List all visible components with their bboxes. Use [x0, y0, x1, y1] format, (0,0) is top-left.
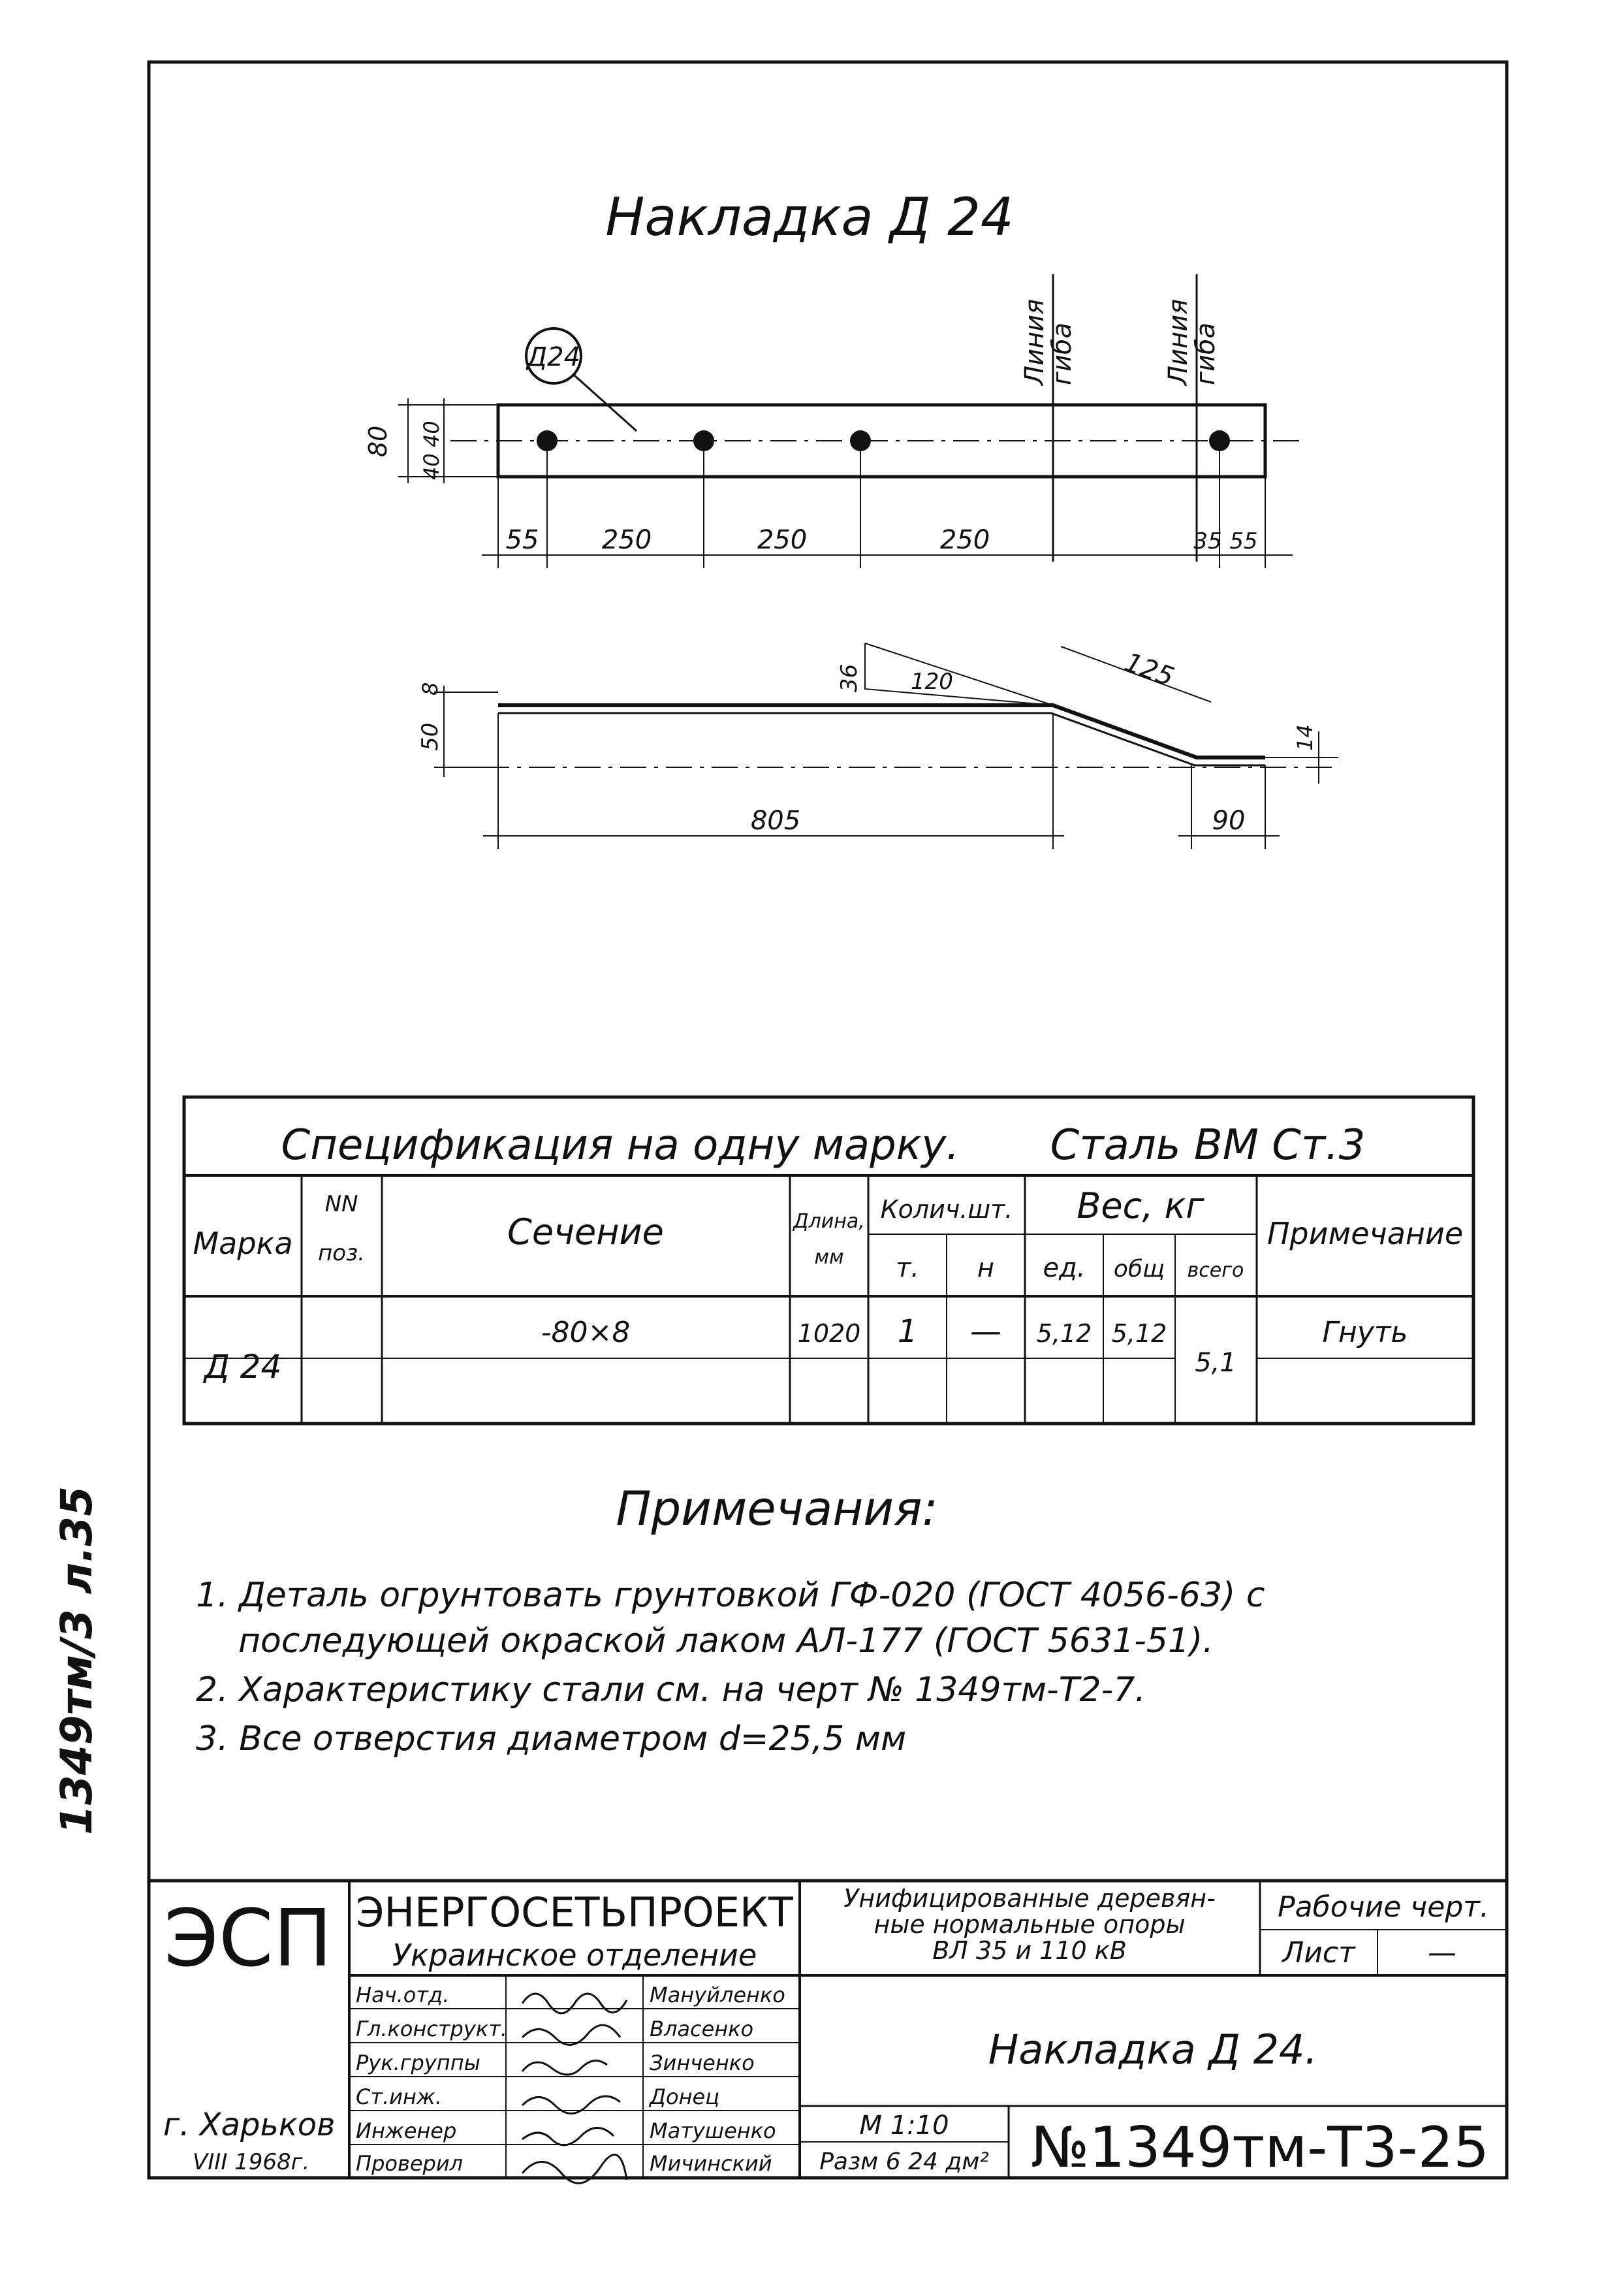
- dim-250-3: 250: [939, 525, 990, 555]
- dim-40-b: 40: [419, 421, 444, 447]
- name-6: Мичинский: [650, 2151, 772, 2176]
- dim-50: 50: [417, 722, 443, 751]
- hole-4: [1209, 430, 1230, 451]
- note-2: 2. Характеристику стали см. на черт № 1349тм-Т2-7.: [196, 1670, 1146, 1710]
- dim-14: 14: [1293, 724, 1317, 751]
- doc-type: Рабочие черт.: [1278, 1890, 1489, 1924]
- hdr-mark: Марка: [193, 1226, 293, 1261]
- hdr-w-unit: ед.: [1043, 1253, 1086, 1283]
- row-qty-t: 1: [897, 1313, 918, 1350]
- note-1-cont: последующей окраской лаком АЛ-177 (ГОСТ 5631-51).: [238, 1621, 1214, 1661]
- drawing-number: №1349тм-Т3-25: [1030, 2115, 1490, 2180]
- dim-55-left: 55: [505, 525, 539, 555]
- bend-label-1a: Линия: [1020, 298, 1050, 385]
- role-6: Проверил: [356, 2151, 464, 2176]
- plan-view: [364, 274, 1306, 568]
- slope-hyp: [865, 643, 1053, 705]
- sheet-frame: [149, 62, 1507, 2178]
- role-1: Нач.отд.: [356, 1983, 450, 2007]
- hdr-section: Сечение: [507, 1211, 664, 1252]
- dim-35: 35: [1193, 528, 1222, 554]
- hole-2: [693, 430, 714, 451]
- notes-heading: Примечания:: [616, 1481, 938, 1536]
- note-1: 1. Деталь огрунтовать грунтовкой ГФ-020 (ГОСТ 4056-63) с: [196, 1576, 1265, 1615]
- hdr-qty-n: н: [977, 1253, 995, 1283]
- spec-steel: Сталь ВМ Ст.3: [1050, 1121, 1366, 1170]
- row-note: Гнуть: [1322, 1316, 1408, 1349]
- dim-55-right: 55: [1229, 528, 1258, 554]
- signature-2: [522, 2025, 620, 2045]
- row-w-all: 5,1: [1195, 1348, 1236, 1378]
- hdr-qty: Колич.шт.: [880, 1195, 1013, 1224]
- name-3: Зинченко: [650, 2050, 755, 2075]
- hdr-length-1: Длина,: [793, 1210, 865, 1233]
- dim-8: 8: [418, 682, 443, 695]
- project-line-3: ВЛ 35 и 110 кВ: [932, 1936, 1127, 1965]
- notes-block: [196, 1481, 1265, 1759]
- sheet-label: Лист: [1282, 1936, 1355, 1969]
- signature-5: [522, 2128, 614, 2145]
- hdr-w-total: общ: [1113, 1256, 1165, 1283]
- name-5: Матушенко: [650, 2118, 776, 2143]
- row-w-total: 5,12: [1111, 1319, 1167, 1348]
- row-w-unit: 5,12: [1036, 1319, 1092, 1348]
- role-4: Ст.инж.: [356, 2084, 442, 2109]
- mark-bubble-label: Д24: [526, 342, 581, 372]
- sheet-value: —: [1428, 1936, 1456, 1969]
- dim-120: 120: [911, 669, 953, 695]
- hdr-weight: Вес, кг: [1077, 1185, 1204, 1226]
- org-name: ЭНЕРГОСЕТЬПРОЕКТ: [356, 1889, 793, 1936]
- role-2: Гл.конструкт.: [356, 2017, 507, 2041]
- hdr-pos-1: NN: [324, 1191, 358, 1217]
- dim-80: 80: [364, 425, 392, 457]
- role-3: Рук.группы: [356, 2050, 480, 2075]
- dim-40-a: 40: [419, 453, 444, 480]
- bend-label-1b: гиба: [1047, 322, 1077, 385]
- spec-title: Спецификация на одну марку.: [281, 1121, 960, 1170]
- title-block: [149, 1881, 1507, 2183]
- specification-table: [184, 1097, 1473, 1424]
- row-length: 1020: [797, 1319, 861, 1348]
- branch-name: Украинское отделение: [392, 1937, 757, 1973]
- row-qty-n: —: [970, 1313, 1001, 1350]
- role-5: Инженер: [356, 2118, 457, 2143]
- date: VIII 1968г.: [193, 2149, 310, 2175]
- signature-1: [522, 1994, 627, 2013]
- name-4: Донец: [650, 2084, 719, 2109]
- hdr-w-all: всего: [1187, 1259, 1244, 1282]
- project-line-1: Унифицированные деревян-: [843, 1884, 1216, 1913]
- dim-250-2: 250: [757, 525, 808, 555]
- hole-1: [537, 430, 558, 451]
- hdr-length-2: мм: [814, 1246, 844, 1269]
- bend-label-2b: гиба: [1191, 322, 1221, 385]
- note-3: 3. Все отверстия диаметром d=25,5 мм: [196, 1719, 907, 1759]
- project-line-2: ные нормальные опоры: [873, 1910, 1186, 1939]
- hdr-qty-t: т.: [895, 1253, 920, 1283]
- dim-36: 36: [836, 663, 862, 692]
- bend-label-2a: Линия: [1163, 298, 1193, 385]
- dim-90: 90: [1212, 806, 1246, 836]
- size: Разм 6 24 дм²: [819, 2148, 989, 2175]
- hdr-pos-2: поз.: [318, 1240, 365, 1266]
- dim-250-1: 250: [601, 525, 652, 555]
- signature-3: [522, 2061, 607, 2075]
- side-view: [417, 643, 1338, 849]
- side-stamp: 1349тм/3 л.35: [52, 1486, 102, 1835]
- drawing-title: Накладка Д 24.: [988, 2026, 1318, 2073]
- dim-805: 805: [750, 806, 801, 836]
- esp-logo: ЭСП: [164, 1894, 332, 1985]
- dim-125: 125: [1120, 647, 1178, 693]
- name-1: Мануйленко: [650, 1983, 785, 2007]
- hdr-note: Примечание: [1267, 1216, 1464, 1251]
- drawing-heading: Накладка Д 24: [605, 187, 1014, 247]
- name-2: Власенко: [650, 2017, 754, 2041]
- city: г. Харьков: [163, 2107, 336, 2143]
- row-section: -80×8: [541, 1316, 631, 1349]
- hole-3: [850, 430, 871, 451]
- row-mark: Д 24: [204, 1348, 282, 1386]
- scale: М 1:10: [859, 2111, 949, 2141]
